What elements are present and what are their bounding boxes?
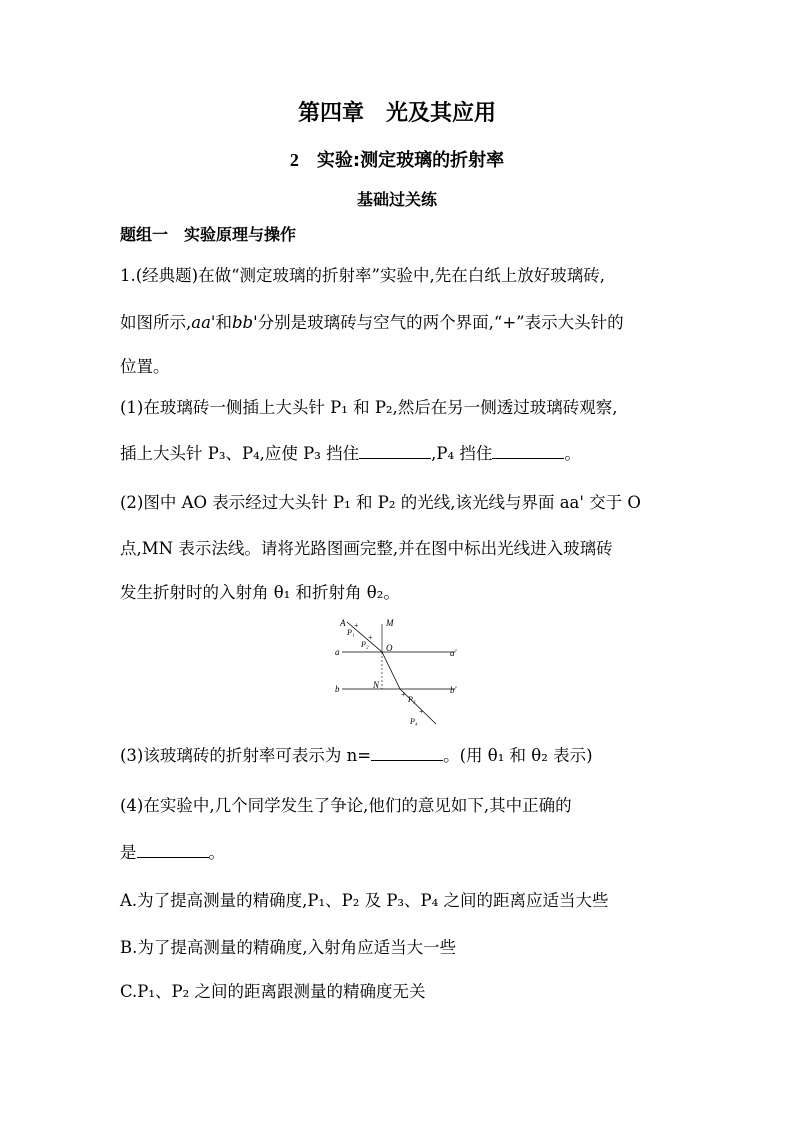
text-fragment: 是 [120, 843, 137, 862]
text-fragment: (3)该玻璃砖的折射率可表示为 n= [120, 746, 372, 765]
interface-aa: aa' [191, 313, 216, 332]
label-b: b [335, 684, 340, 694]
question-1-intro: 1.(经典题)在做“测定玻璃的折射率”实验中,先在白纸上放好玻璃砖, [120, 266, 605, 285]
label-n: N [373, 680, 380, 690]
text-fragment: 插上大头针 P₃、P₄,应使 P₃ 挡住 [120, 444, 360, 463]
part-2-line-3: 发生折射时的入射角 θ₁ 和折射角 θ₂。 [120, 583, 400, 602]
question-1-position: 位置。 [120, 357, 170, 376]
text-fragment: 分别是玻璃砖与空气的两个界面,“+”表示大头针的 [257, 313, 624, 332]
section-number: 2 [289, 150, 299, 170]
answer-blank-p3[interactable] [359, 444, 431, 459]
answer-blank-n[interactable] [371, 746, 443, 761]
section-title [0, 146, 794, 172]
refracted-ray [382, 652, 400, 689]
text-fragment: 和 [215, 313, 232, 332]
pin-mark: + [401, 690, 406, 699]
label-b-prime: b' [450, 685, 457, 695]
pin-mark: + [368, 633, 373, 642]
part-1-line-1: (1)在玻璃砖一侧插上大头针 P₁ 和 P₂,然后在另一侧透过玻璃砖观察, [120, 398, 618, 417]
refraction-diagram [330, 612, 470, 732]
label-p1: P₁ [347, 628, 355, 637]
interface-bb: bb' [231, 313, 258, 332]
label-p3: P₃ [408, 695, 416, 704]
label-a-point: A [340, 618, 346, 628]
answer-blank-p4[interactable] [492, 444, 564, 459]
label-o: O [386, 643, 393, 653]
option-c: C.P₁、P₂ 之间的距离跟测量的精确度无关 [120, 982, 426, 1001]
part-2-line-1: (2)图中 AO 表示经过大头针 P₁ 和 P₂ 的光线,该光线与界面 aa' 交于 O [120, 493, 641, 512]
label-m: M [386, 618, 394, 628]
label-a: a [335, 647, 340, 657]
pin-mark: + [354, 621, 359, 630]
option-a: A.为了提高测量的精确度,P₁、P₂ 及 P₃、P₄ 之间的距离应适当大些 [120, 891, 609, 910]
text-fragment: 。(用 θ₁ 和 θ₂ 表示) [443, 746, 593, 765]
part-4-line-2 [120, 841, 225, 865]
text-fragment: ,P₄ 挡住 [431, 444, 493, 463]
part-2-line-2: 点,MN 表示法线。请将光路图画完整,并在图中标出光线进入玻璃砖 [120, 539, 613, 558]
option-b: B.为了提高测量的精确度,入射角应适当大一些 [120, 938, 457, 957]
part-1-line-2 [120, 442, 581, 466]
chapter-title: 第四章 光及其应用 [297, 101, 496, 126]
part-3 [120, 744, 593, 768]
part-4-line-1: (4)在实验中,几个同学发生了争论,他们的意见如下,其中正确的 [120, 796, 572, 815]
exercise-subtitle: 基础过关练 [356, 190, 437, 209]
label-p2: P₂ [361, 640, 369, 649]
text-fragment: 如图所示, [120, 313, 192, 332]
text-fragment: 。 [564, 444, 581, 463]
text-fragment: 。 [208, 843, 225, 862]
label-a-prime: a' [450, 648, 457, 658]
section-name: 实验:测定玻璃的折射率 [316, 150, 505, 171]
group-heading: 题组一 实验原理与操作 [120, 225, 297, 244]
label-p4: P₄ [410, 717, 418, 726]
question-1-interfaces [120, 311, 624, 335]
pin-mark: + [419, 707, 424, 716]
answer-blank-choice[interactable] [137, 843, 209, 858]
